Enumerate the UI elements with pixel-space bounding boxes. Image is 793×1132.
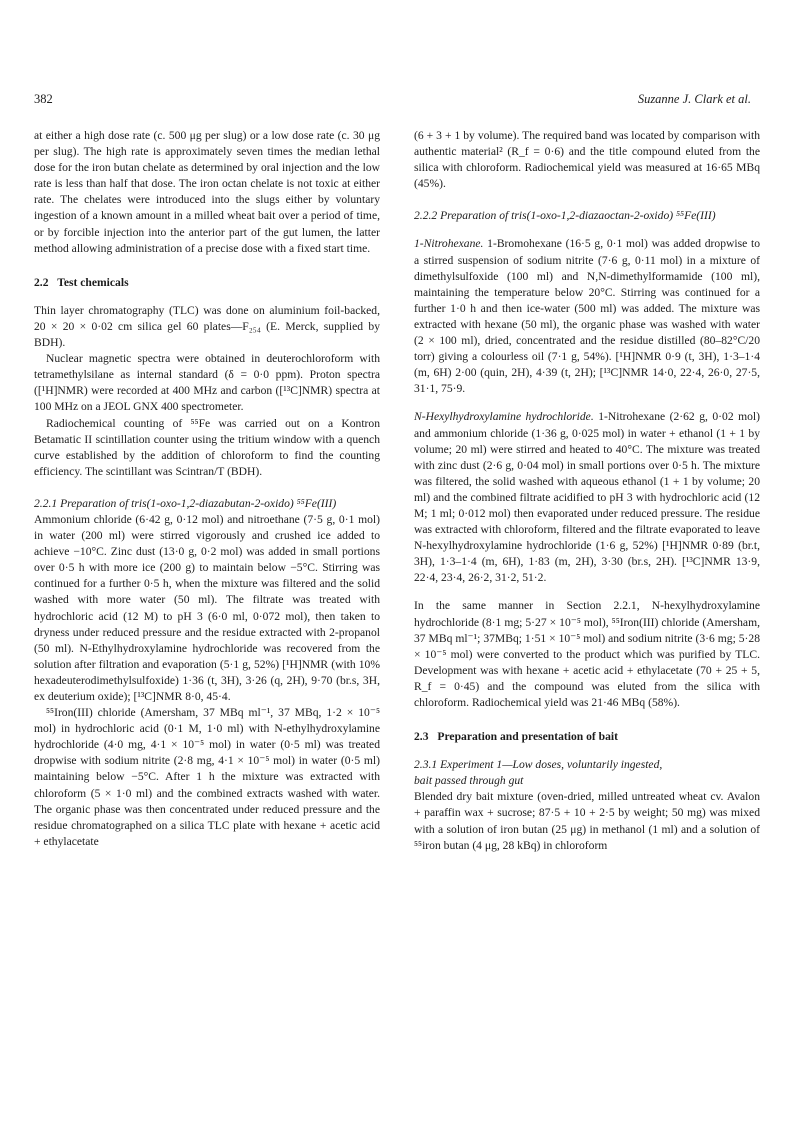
- section-title: Preparation and presentation of bait: [437, 730, 618, 744]
- subsection-heading-2-2-2: 2.2.2 Preparation of tris(1-oxo-1,2-diazaoctan-2-oxido) ⁵⁵Fe(III): [414, 209, 716, 223]
- right-column: [414, 128, 760, 854]
- nitrohexane-text: 1-Bromohexane (16·5 g, 0·1 mol) was added dropwise to a stirred suspension of sodium nitrite (7·6 g, 0·11 mol) in a mixture of dimethylsulfoxide (100 ml) and N,N-dimethylformamide (100 ml), maintaining the temperature below 20°C. Stirring was continued for a further 1·0 h and then ice-water (500 ml) was added. The mixture was extracted with hexane (50 ml), the organic phase was washed with water (2 × 100 ml), dried, concentrated and the residue distilled (80–82°C/20 torr) giving a colourless oil (7·1 g, 54%). [¹H]NMR 0·9 (t, 3H), 1·3–1·4 (m, 6H) 2·00 (quin, 2H), 4·39 (t, 2H); [¹³C]NMR 14·0, 22·4, 26·0, 27·5, 31·1, 75·9.: [414, 237, 760, 396]
- paragraph-nmr: Nuclear magnetic spectra were obtained in deuterochloroform with tetramethylsilane as internal standard (δ = 0·0 ppm). Proton spectra ([¹H]NMR) were recorded at 400 MHz and carbon ([¹³C]NMR) spectra at 100 MHz on a JEOL GNX 400 spectrometer.: [34, 352, 380, 414]
- paragraph-tlc: Thin layer chromatography (TLC) was done on aluminium foil-backed, 20 × 20 × 0·02 cm silica gel 60 plates—F₂₅₄ (E. Merck, supplied by BDH).: [34, 303, 380, 350]
- section-title: Test chemicals: [57, 275, 129, 289]
- run-in-heading-hexylhydroxylamine: N-Hexylhydroxylamine hydrochloride.: [414, 410, 594, 424]
- paragraph-2-2-1-a: Ammonium chloride (6·42 g, 0·12 mol) and nitroethane (7·5 g, 0·1 mol) in water (200 ml) were stirred vigorously and crushed ice added to achieve −10°C. Zinc dust (13·0 g, 0·2 mol) was added in small portions over 0·5 h with more ice (200 g) to maintain below −5°C. Stirring was continued for a further 0·5 h, when the mixture was filtered and the solid washed with more water (50 ml). The filtrate was treated with hydrochloric acid (12 M) to pH 3 (6·0 ml, 0·072 mol), then taken to dryness under reduced pressure and the residue extracted with 2-propanol (50 ml). N-Ethylhydroxylamine hydrochloride was recovered from the solution after filtration and evaporation (5·1 g, 52%) [¹H]NMR (with 10% hexadeuterodimethylsulfoxide) 1·36 (t, 3H), 3·26 (q, 2H), 9·70 (br.s, 3H, ex deuterium oxide); [¹³C]NMR 8·0, 45·4.: [34, 512, 380, 703]
- section-heading-2-3: [414, 729, 760, 745]
- page-number: 382: [34, 92, 53, 106]
- paragraph-same-manner: In the same manner in Section 2.2.1, N-hexylhydroxylamine hydrochloride (8·1 mg; 5·27 × 10⁻⁵ mol), ⁵⁵Iron(III) chloride (Amersham, 37 MBq ml⁻¹; 37MBq; 1·51 × 10⁻⁵ mol) and sodium nitrite (3·6 mg; 5·28 × 10⁻⁵ mol) were converted to the product which was purified by TLC. Development was with hexane + acetic acid + ethylacetate (70 + 25 + 5, R_f = 0·45) and the compound was eluted from the silica with chloroform. Radiochemical yield was 21·46 MBq (58%).: [414, 599, 760, 709]
- running-title: Suzanne J. Clark et al.: [637, 92, 751, 106]
- section-heading-2-2: [34, 275, 380, 291]
- hexylhydroxylamine-text: 1-Nitrohexane (2·62 g, 0·02 mol) and ammonium chloride (1·36 g, 0·025 mol) in water + ethanol (1 + 1 by volume; 20 ml) were stirred and heated to 40°C. The mixture was treated with zinc dust (2·6 g, 0·04 mol) in small portions over 0·5 h. The mixture was filtered, the solid washed with aqueous ethanol (1 + 1 by volume; 20 ml) and the combined filtrate acidified to pH 3 with hydrochloric acid (12 M; 1 ml; 0·012 mol) then evaporated under reduced pressure. The residue was extracted with chloroform, filtered and the filtrate evaporated to leave N-hexylhydroxylamine hydrochloride (1·6 g, 52%) [¹H]NMR 0·89 (br.t, 3H), 1·3–1·4 (m, 6H), 1·83 (m, 2H), 3·30 (br.s, 2H). [¹³C]NMR 13·9, 22·4, 23·4, 26·2, 31·2, 51·2.: [414, 410, 760, 585]
- paragraph-intro: at either a high dose rate (c. 500 μg per slug) or a low dose rate (c. 30 μg per slug). The high rate is approximately seven times the median lethal dose for the iron butan chelate as determined by oral injection and the low rate is less than half that dose. The iron octan chelate is not toxic at either rate. The chelates were introduced into the slugs either by voluntary ingestion of a known amount in a milled wheat bait over a period of time, or by forcible injection into the anterior part of the gut lumen, the latter method allowing administration of a precise dose with a fixed start time.: [34, 129, 380, 255]
- subsection-heading-2-3-1-line2: bait passed through gut: [414, 774, 524, 788]
- subsection-heading-2-2-1: 2.2.1 Preparation of tris(1-oxo-1,2-diazabutan-2-oxido) ⁵⁵Fe(III): [34, 496, 337, 510]
- paragraph-bait: Blended dry bait mixture (oven-dried, milled untreated wheat cv. Avalon + paraffin wax + sucrose; 87·5 + 10 + 2·5 by weight; 50 mg) was mixed with a solution of iron butan (25 μg) in methanol (1 ml) and a solution of ⁵⁵iron butan (4 μg, 28 kBq) in chloroform: [414, 790, 760, 852]
- paragraph-continuation: (6 + 3 + 1 by volume). The required band was located by comparison with authentic material² (R_f = 0·6) and the title compound eluted from the silica with chloroform. Radiochemical yield was measured at 16·65 MBq (45%).: [414, 129, 760, 191]
- paragraph-nitrohexane: [414, 236, 760, 397]
- paragraph-hexylhydroxylamine: [414, 409, 760, 586]
- subsection-heading-2-3-1-line1: 2.3.1 Experiment 1—Low doses, voluntarily ingested,: [414, 758, 663, 772]
- section-number: 2.2: [34, 275, 49, 289]
- left-column: [34, 128, 380, 850]
- paragraph-radiochemical: Radiochemical counting of ⁵⁵Fe was carried out on a Kontron Betamatic II scintillation counter using the tritium window with a quench curve established by the addition of chloroform to find the counting efficiency. The scintillant was Scintran/T (BDH).: [34, 416, 380, 478]
- paragraph-2-2-1-b: ⁵⁵Iron(III) chloride (Amersham, 37 MBq ml⁻¹, 37 MBq, 1·2 × 10⁻⁵ mol) in hydrochloric acid (0·1 M, 1·0 ml) with N-ethylhydroxylamine hydrochloride (4·0 mg, 4·1 × 10⁻⁵ mol) in water (0·5 ml) was treated dropwise with sodium nitrite (2·8 mg, 4·1 × 10⁻⁵ mol) in water (0·5 ml) maintaining below −5°C. After 1 h the mixture was extracted with chloroform (5 × 1·0 ml) and the combined extracts washed with water. The organic phase was then concentrated under reduced pressure and the residue chromatographed on a silica TLC plate with hexane + acetic acid + ethylacetate: [34, 706, 380, 848]
- run-in-heading-nitrohexane: 1-Nitrohexane.: [414, 237, 484, 251]
- section-number: 2.3: [414, 730, 429, 744]
